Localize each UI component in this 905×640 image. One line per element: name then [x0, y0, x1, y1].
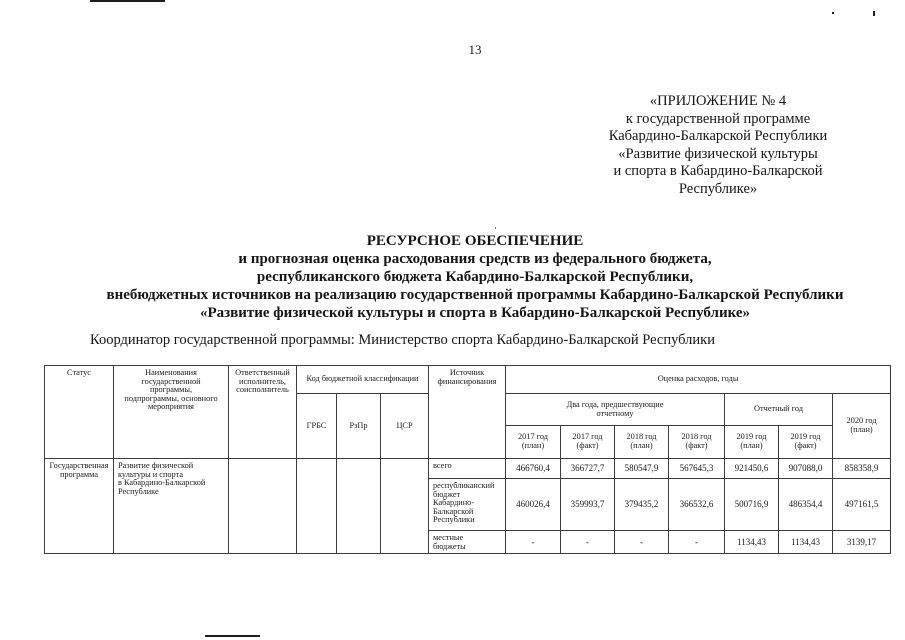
- value-cell: 359993,7: [561, 479, 615, 531]
- title-line: и прогнозная оценка расходования средств из федерального бюджета,: [238, 251, 712, 267]
- table-row: [45, 459, 891, 479]
- title-line: республиканского бюджета Кабардино-Балкарской Республики,: [256, 269, 694, 285]
- header-row: [45, 366, 891, 394]
- header-rzpr: РзПр: [337, 394, 381, 459]
- header-status: Статус: [45, 366, 114, 459]
- appendix-line: и спорта в Кабардино-Балкарской: [613, 163, 823, 180]
- value-cell: -: [615, 531, 669, 554]
- header-source: Источник финансирования: [429, 366, 506, 459]
- value-cell: -: [506, 531, 561, 554]
- value-cell: 497161,5: [833, 479, 891, 531]
- header-budget-code: Код бюджетной классификации: [297, 366, 429, 394]
- appendix-line: Республике»: [678, 180, 758, 197]
- header-reporting-year: Отчетный год: [725, 394, 833, 426]
- funding-source: всего: [429, 459, 506, 479]
- header-estimate: Оценка расходов, годы: [506, 366, 891, 394]
- appendix-line: «Развитие физической культуры: [618, 145, 818, 162]
- scan-mark-speck: [495, 227, 496, 229]
- value-cell: 366532,6: [669, 479, 725, 531]
- header-year: 2018 год (план): [615, 426, 669, 459]
- header-year: 2019 год (план): [725, 426, 779, 459]
- scan-mark-tick: [873, 11, 875, 16]
- header-year: 2017 год (факт): [561, 426, 615, 459]
- program-status: Государственная программа: [45, 459, 114, 554]
- program-name: Развитие физической культуры и спорта в Кабардино-Балкарской Республике: [114, 459, 229, 554]
- value-cell: 1134,43: [779, 531, 833, 554]
- appendix-line: «ПРИЛОЖЕНИЕ № 4: [649, 93, 787, 109]
- value-cell: 3139,17: [833, 531, 891, 554]
- appendix-note: [588, 93, 848, 199]
- title-line: «Развитие физической культуры и спорта в Кабардино-Балкарской Республике»: [199, 305, 751, 321]
- value-cell: 921450,6: [725, 459, 779, 479]
- appendix-line: к государственной программе: [625, 110, 811, 127]
- funding-source: местные бюджеты: [429, 531, 506, 554]
- header-responsible: Ответственный исполнитель, соисполнитель: [229, 366, 297, 459]
- program-csr-cell: [381, 459, 429, 554]
- value-cell: 466760,4: [506, 459, 561, 479]
- header-plan-2020: 2020 год (план): [833, 394, 891, 459]
- program-responsible-cell: [229, 459, 297, 554]
- value-cell: 858358,9: [833, 459, 891, 479]
- header-csr: ЦСР: [381, 394, 429, 459]
- value-cell: 460026,4: [506, 479, 561, 531]
- header-year: 2019 год (факт): [779, 426, 833, 459]
- value-cell: 567645,3: [669, 459, 725, 479]
- appendix-line: Кабардино-Балкарской Республики: [608, 128, 828, 145]
- value-cell: -: [669, 531, 725, 554]
- header-year: 2018 год (факт): [669, 426, 725, 459]
- header-year: 2017 год (план): [506, 426, 561, 459]
- header-name: Наименования государственной программы, подпрограммы, основного мероприятия: [114, 366, 229, 459]
- scan-mark-dot: [832, 12, 834, 14]
- program-rzpr-cell: [337, 459, 381, 554]
- funding-source: республиканский бюджет Кабардино- Балкарской Республики: [429, 479, 506, 531]
- value-cell: 486354,4: [779, 479, 833, 531]
- title-heading: РЕСУРСНОЕ ОБЕСПЕЧЕНИЕ: [366, 233, 584, 249]
- value-cell: 580547,9: [615, 459, 669, 479]
- title-line: внебюджетных источников на реализацию государственной программы Кабардино-Балкарской Республики: [106, 287, 844, 303]
- program-coordinator: Координатор государственной программы: Министерство спорта Кабардино-Балкарской Республики: [90, 332, 715, 348]
- scan-mark-top-line: [90, 0, 165, 2]
- page-number: 13: [468, 42, 482, 57]
- value-cell: 500716,9: [725, 479, 779, 531]
- value-cell: 1134,43: [725, 531, 779, 554]
- document-title: [60, 232, 890, 322]
- resource-table: [44, 365, 891, 554]
- value-cell: 379435,2: [615, 479, 669, 531]
- header-grbs: ГРБС: [297, 394, 337, 459]
- value-cell: -: [561, 531, 615, 554]
- header-prior-years: Два года, предшествующие отчетному: [506, 394, 725, 426]
- program-grbs-cell: [297, 459, 337, 554]
- scan-mark-bottom-line: [205, 635, 260, 637]
- value-cell: 366727,7: [561, 459, 615, 479]
- value-cell: 907088,0: [779, 459, 833, 479]
